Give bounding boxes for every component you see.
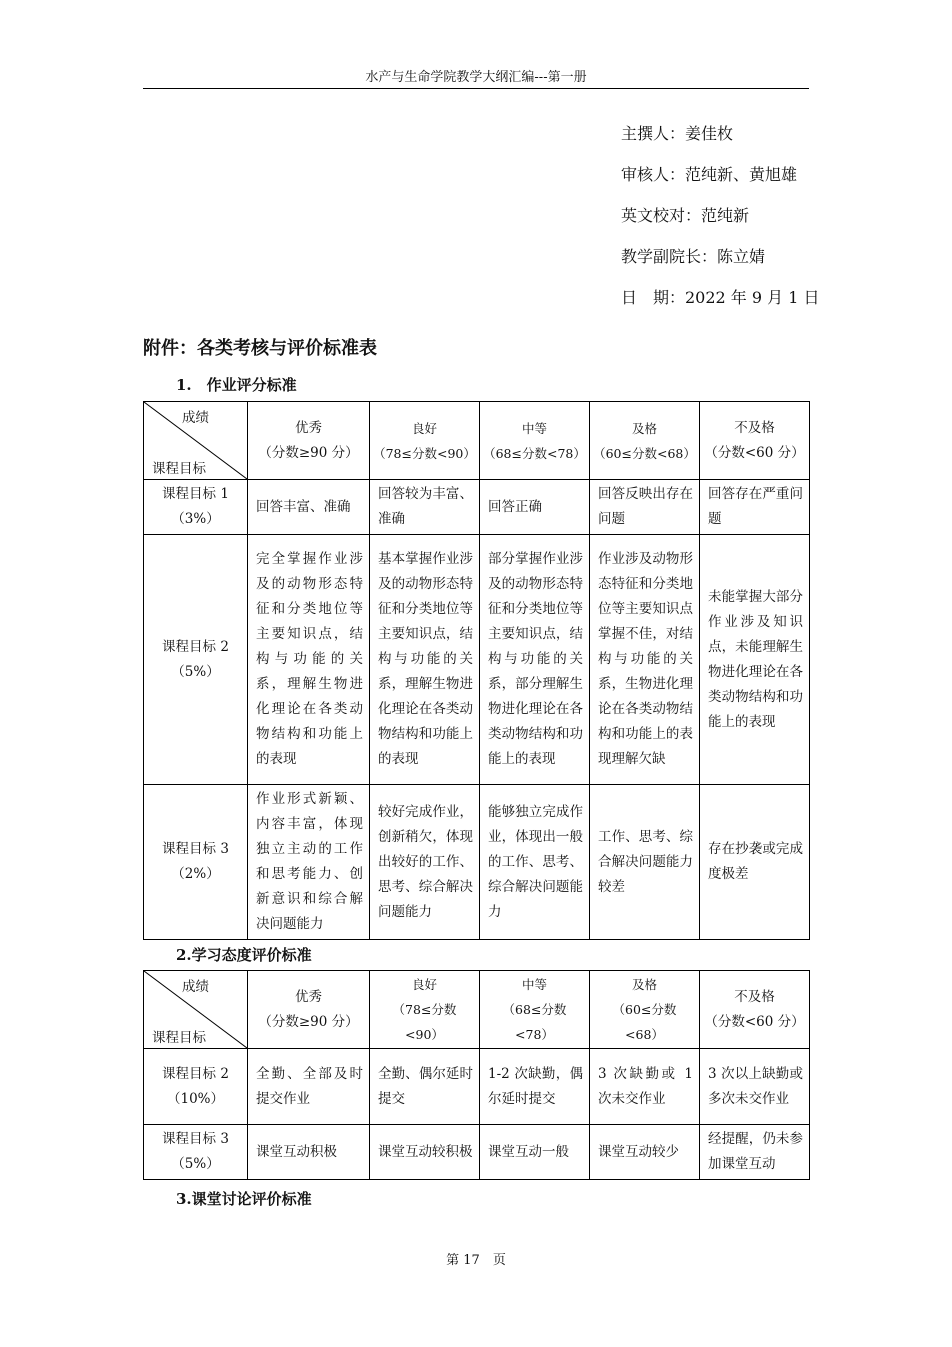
- date-line: 日 期：2022 年 9 月 1 日: [621, 288, 820, 307]
- corner-cell: [144, 402, 248, 480]
- header-cell: 良好 （78≤分数<90）: [370, 971, 480, 1049]
- criteria-cell: 全勤、全部及时提交作业: [248, 1049, 370, 1125]
- criteria-cell: 1-2 次缺勤，偶尔延时提交: [480, 1049, 590, 1125]
- criteria-cell: 课堂互动一般: [480, 1125, 590, 1180]
- header-cell: 优秀 （分数≥90 分）: [248, 971, 370, 1049]
- table-row: [144, 480, 810, 535]
- corner-label-grade: 成绩: [182, 410, 209, 426]
- author-line: 主撰人：姜佳枚: [621, 124, 734, 143]
- criteria-cell: 能够独立完成作业，体现出一般的工作、思考、综合解决问题能力: [480, 785, 590, 940]
- criteria-cell: 课堂互动较少: [590, 1125, 700, 1180]
- criteria-cell: 作业形式新颖、内容丰富，体现独立主动的工作和思考能力、创新意识和综合解决问题能力: [248, 785, 370, 940]
- homework-grading-table: [143, 401, 810, 940]
- criteria-cell: 3 次缺勤或 1 次未交作业: [590, 1049, 700, 1125]
- header-rule: [143, 88, 809, 89]
- english-proofreader-line: 英文校对：范纯新: [621, 206, 750, 225]
- criteria-cell: 完全掌握作业涉及的动物形态特征和分类地位等主要知识点，结构与功能的关系，理解生物进化理论在各类动物结构和功能上的表现: [248, 535, 370, 785]
- criteria-cell: 较好完成作业，创新稍欠，体现出较好的工作、思考、综合解决问题能力: [370, 785, 480, 940]
- table-row: [144, 535, 810, 785]
- attitude-grading-table: [143, 970, 810, 1180]
- criteria-cell: 作业涉及动物形态特征和分类地位等主要知识点掌握不佳，对结构与功能的关系，生物进化理论在各类动物结构和功能上的表现理解欠缺: [590, 535, 700, 785]
- criteria-cell: 3 次以上缺勤或多次未交作业: [700, 1049, 810, 1125]
- criteria-cell: 课堂互动积极: [248, 1125, 370, 1180]
- header-cell: 中等 （68≤分数<78）: [480, 402, 590, 480]
- corner-label-goal: 课程目标: [152, 461, 206, 477]
- goal-cell: 课程目标 3 （5%）: [144, 1125, 248, 1180]
- criteria-cell: 基本掌握作业涉及的动物形态特征和分类地位等主要知识点，结构与功能的关系，理解生物进化理论在各类动物结构和功能上的表现: [370, 535, 480, 785]
- vice-dean-line: 教学副院长：陈立婧: [621, 247, 766, 266]
- section3-title: 3.课堂讨论评价标准: [176, 1190, 312, 1208]
- criteria-cell: 未能掌握大部分作业涉及知识点，未能理解生物进化理论在各类动物结构和功能上的表现: [700, 535, 810, 785]
- goal-cell: 课程目标 3 （2%）: [144, 785, 248, 940]
- page-number: 第 17 页: [446, 1253, 506, 1268]
- criteria-cell: 回答较为丰富、准确: [370, 480, 480, 535]
- criteria-cell: 工作、思考、综合解决问题能力较差: [590, 785, 700, 940]
- running-header: 水产与生命学院教学大纲汇编---第一册: [365, 70, 587, 85]
- table-row: [144, 1125, 810, 1180]
- corner-label-goal: 课程目标: [152, 1030, 206, 1046]
- reviewer-line: 审核人：范纯新、黄旭雄: [621, 165, 798, 184]
- table-header-row: [144, 402, 810, 480]
- goal-cell: 课程目标 1 （3%）: [144, 480, 248, 535]
- goal-cell: 课程目标 2 （10%）: [144, 1049, 248, 1125]
- corner-label-grade: 成绩: [182, 979, 209, 995]
- signers-block: [621, 122, 821, 327]
- header-cell: 良好 （78≤分数<90）: [370, 402, 480, 480]
- section2-title: 2.学习态度评价标准: [176, 946, 312, 964]
- criteria-cell: 经提醒，仍未参加课堂互动: [700, 1125, 810, 1180]
- appendix-title: 附件：各类考核与评价标准表: [143, 338, 377, 359]
- header-cell: 及格 （60≤分数<68）: [590, 402, 700, 480]
- criteria-cell: 部分掌握作业涉及的动物形态特征和分类地位等主要知识点，结构与功能的关系，部分理解生物进化理论在各类动物结构和功能上的表现: [480, 535, 590, 785]
- header-cell: 不及格 （分数<60 分）: [700, 971, 810, 1049]
- criteria-cell: 回答存在严重问题: [700, 480, 810, 535]
- header-cell: 优秀 （分数≥90 分）: [248, 402, 370, 480]
- corner-cell: [144, 971, 248, 1049]
- section1-title: 1. 作业评分标准: [176, 376, 297, 394]
- table-header-row: [144, 971, 810, 1049]
- header-cell: 中等 （68≤分数<78）: [480, 971, 590, 1049]
- criteria-cell: 回答丰富、准确: [248, 480, 370, 535]
- criteria-cell: 回答正确: [480, 480, 590, 535]
- criteria-cell: 回答反映出存在问题: [590, 480, 700, 535]
- criteria-cell: 全勤、偶尔延时提交: [370, 1049, 480, 1125]
- table-row: [144, 785, 810, 940]
- header-cell: 不及格 （分数<60 分）: [700, 402, 810, 480]
- criteria-cell: 课堂互动较积极: [370, 1125, 480, 1180]
- goal-cell: 课程目标 2 （5%）: [144, 535, 248, 785]
- table-row: [144, 1049, 810, 1125]
- criteria-cell: 存在抄袭或完成度极差: [700, 785, 810, 940]
- header-cell: 及格 （60≤分数<68）: [590, 971, 700, 1049]
